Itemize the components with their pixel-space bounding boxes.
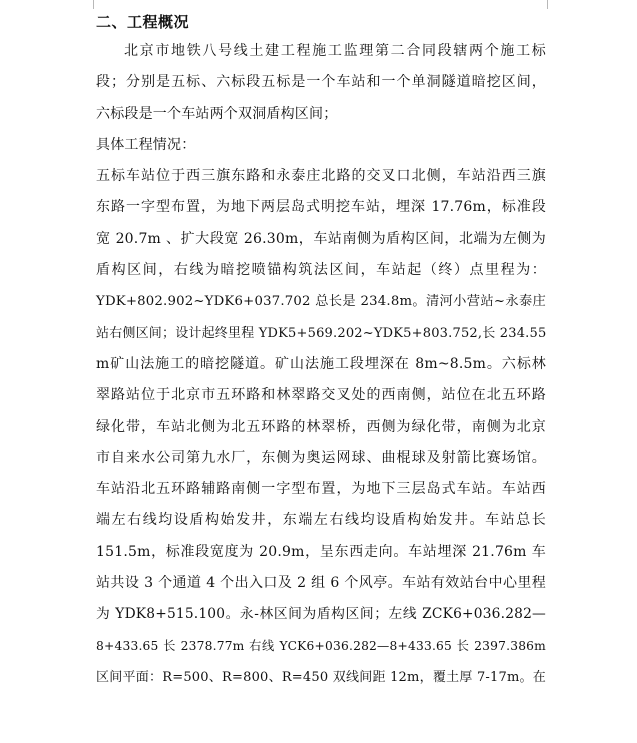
body-line: 市自来水公司第九水厂，东侧为奥运网球、曲棍球及射箭比赛场馆。 bbox=[96, 449, 546, 466]
body-line: 端左右线均设盾构始发井，东端左右线均设盾构始发井。车站总长 bbox=[96, 512, 546, 529]
page-corner-mark-left bbox=[83, 0, 94, 9]
body-line: m矿山法施工的暗挖隧道。矿山法施工段埋深在 8m~8.5m。六标林 bbox=[96, 355, 546, 372]
body-line: 区间平面：R=500、R=800、R=450 双线间距 12m，覆土厚 7-17m。在 bbox=[96, 669, 546, 685]
body-line: 8+433.65 长 2378.77m 右线 YCK6+036.282—8+433.65 长 2397.386m bbox=[96, 638, 546, 653]
document-content bbox=[96, 8, 546, 693]
page-corner-mark-right bbox=[547, 0, 558, 9]
body-line: 151.5m，标准段宽度为 20.9m，呈东西走向。车站埋深 21.76m 车 bbox=[96, 543, 546, 560]
body-line: 站共设 3 个通道 4 个出入口及 2 组 6 个风亭。车站有效站台中心里程 bbox=[96, 575, 546, 592]
body-line: YDK+802.902~YDK6+037.702 总长是 234.8m。清河小营站~永泰庄 bbox=[96, 294, 546, 310]
body-line: 车站沿北五环路辅路南侧一字型布置，为地下三层岛式车站。车站西 bbox=[96, 481, 546, 498]
intro-line: 北京市地铁八号线土建工程施工监理第二合同段辖两个施工标 bbox=[124, 43, 546, 59]
section-heading: 二、工程概况 bbox=[96, 13, 190, 31]
intro-line: 六标段是一个车站两个双洞盾构区间； bbox=[96, 105, 338, 122]
detail-label: 具体工程情况： bbox=[96, 136, 196, 153]
body-line: 五标车站位于西三旗东路和永泰庄北路的交叉口北侧，车站沿西三旗 bbox=[96, 168, 546, 185]
body-line: 绿化带，车站北侧为北五环路的林翠桥，西侧为绿化带，南侧为北京 bbox=[96, 418, 546, 435]
intro-line: 段；分别是五标、六标段五标是一个车站和一个单洞隧道暗挖区间， bbox=[96, 74, 546, 91]
body-line: 站右侧区间；设计起终里程 YDK5+569.202~YDK5+803.752,长 234.55 bbox=[96, 325, 547, 341]
body-line: 翠路站位于北京市五环路和林翠路交叉处的西南侧，站位在北五环路 bbox=[96, 387, 546, 404]
body-line: 为 YDK8+515.100。永-林区间为盾构区间；左线 ZCK6+036.282— bbox=[96, 606, 546, 623]
body-line: 宽 20.7m 、扩大段宽 26.30m，车站南侧为盾构区间，北端为左侧为 bbox=[96, 230, 546, 247]
body-line: 盾构区间，右线为暗挖喷锚构筑法区间，车站起（终）点里程为： bbox=[96, 262, 546, 279]
body-line: 东路一字型布置，为地下两层岛式明挖车站，埋深 17.76m，标准段 bbox=[96, 199, 546, 216]
